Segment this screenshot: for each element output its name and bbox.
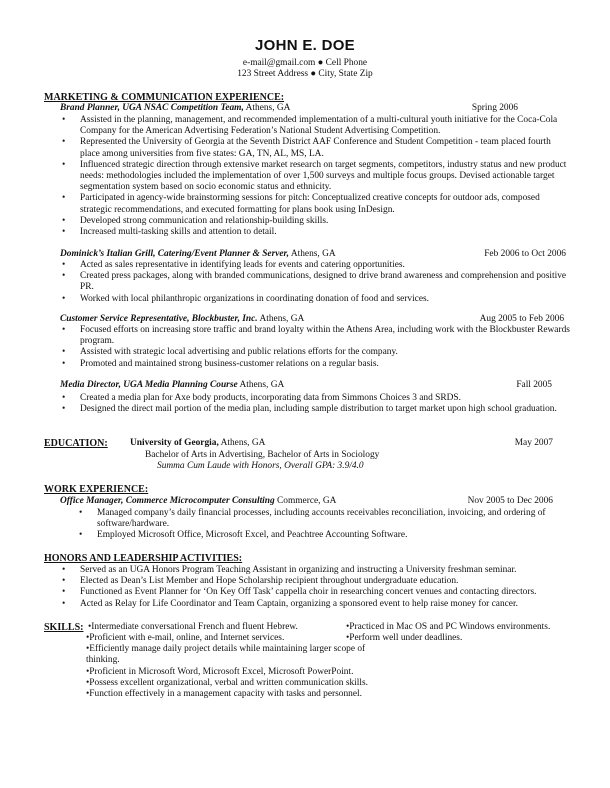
job-header [60, 496, 553, 507]
job-bullet-list [80, 115, 570, 238]
bullet-item: • Participated in agency-wide brainstorming sessions for pitch: Conceptualized creative concepts for outdoor ads, composed strategic recommendations, and executed formatting for plans book using InDesign. [80, 193, 570, 215]
bullet-item: • Assisted in the planning, management, and recommended implementation of a multi-cultural youth initiative for the Coca-Cola Company for the American Advertising Federation’s National Student Advertising Competition. [80, 115, 570, 137]
bullet-item: • Influenced strategic direction through extensive market research on target segments, competitors, industry status and new product needs: methodologies included the implementation of over 1,500 surveys and multiple focus groups. Devised actionable target segmentation system based on socio economic status and ethnicity. [80, 160, 570, 194]
job-date: Feb 2006 to Oct 2006 [484, 249, 566, 259]
job-title: Office Manager, Commerce Microcomputer Consulting [60, 496, 275, 506]
job-date: Spring 2006 [471, 103, 518, 113]
contact-line-address: 123 Street Address ● City, State Zip [237, 69, 373, 79]
section-heading-work: WORK EXPERIENCE: [44, 484, 149, 495]
job-header [60, 380, 560, 391]
section-heading-marketing: MARKETING & COMMUNICATION EXPERIENCE: [44, 92, 285, 103]
job-bullet-list [97, 508, 567, 542]
job-location: Athens, GA [243, 103, 291, 113]
job-location: Athens, GA [289, 249, 336, 259]
job-title: Media Director, UGA Media Planning Course [60, 380, 238, 390]
section-heading-education: EDUCATION: [44, 438, 108, 449]
job-bullet-list [80, 260, 570, 305]
job-title: Dominick’s Italian Grill, Catering/Event Planner & Server, [60, 249, 290, 259]
skills-left-list [88, 622, 348, 633]
bullet-item: • Represented the University of Georgia at the Seventh District AAF Conference and Student Competition - team placed fourth place among universities from five states: GA, TN, AL, MS, LA. [80, 137, 570, 159]
job-date: Aug 2005 to Feb 2006 [479, 314, 564, 324]
bullet-item: • Created press packages, along with branded communications, designed to drive brand awareness and comprehension and positive PR. [80, 271, 570, 293]
bullet-item: • Worked with local philanthropic organizations in coordinating donation of food and services. [80, 294, 570, 305]
job-header [60, 103, 560, 114]
job-header [60, 314, 564, 325]
school-location: Athens, GA [218, 438, 266, 448]
bullet-item: • Managed company’s daily financial processes, including accounts receivables reconciliation, invoicing, and ordering of software/hardware. [97, 508, 567, 530]
skill-item: • Efficiently manage daily project details while maintaining larger scope of thinking. [86, 644, 386, 666]
bullet-item: • Developed strong communication and relationship-building skills. [80, 216, 570, 227]
skill-item: • Proficient with e-mail, online, and Internet services. [86, 633, 386, 644]
bullet-item: • Focused efforts on increasing store traffic and brand loyalty within the Athens Area, including work with the Blockbuster Rewards program. [80, 325, 570, 347]
bullet-item: • Acted as Relay for Life Coordinator and Team Captain, organizing a sponsored event to help raise money for cancer. [80, 599, 580, 610]
bullet-item: • Functioned as Event Planner for ‘On Key Off Task’ cappella choir in researching concert venues and contacting directors. [80, 587, 580, 598]
bullet-item: • Designed the direct mail portion of the media plan, including sample distribution to target market upon high school graduation. [80, 404, 570, 415]
section-heading-honors: HONORS AND LEADERSHIP ACTIVITIES: [44, 553, 243, 564]
bullet-item: • Assisted with strategic local advertising and public relations efforts for the company. [80, 347, 570, 358]
skill-item: • Function effectively in a management capacity with tasks and personnel. [86, 689, 386, 700]
bullet-item: • Promoted and maintained strong business-customer relations on a regular basis. [80, 359, 570, 370]
skill-item: • Possess excellent organizational, verbal and written communication skills. [86, 678, 386, 689]
job-bullet-list [80, 393, 570, 415]
job-location: Athens, GA [257, 314, 305, 324]
bullet-item: • Employed Microsoft Office, Microsoft Excel, and Peachtree Accounting Software. [97, 530, 567, 541]
skill-item: • Proficient in Microsoft Word, Microsoft Excel, Microsoft PowerPoint. [86, 667, 386, 678]
academic-honors: Summa Cum Laude with Honors, Overall GPA: 3.9/4.0 [157, 461, 364, 471]
graduation-date: May 2007 [514, 438, 553, 448]
honors-bullet-list [80, 565, 580, 610]
bullet-item: • Served as an UGA Honors Program Teaching Assistant in organizing and instructing a University freshman seminar. [80, 565, 580, 576]
education-header [130, 438, 553, 449]
job-location: Athens, GA [237, 380, 285, 390]
job-date: Fall 2005 [516, 380, 552, 390]
contact-line-email-phone: e-mail@gmail.com ● Cell Phone [242, 58, 368, 68]
skills-right-list [346, 622, 576, 644]
bullet-item: • Created a media plan for Axe body products, incorporating data from Simmons Choices 3 and SRDS. [80, 393, 570, 404]
section-heading-skills: SKILLS: [44, 622, 84, 633]
bullet-item: • Increased multi-tasking skills and attention to detail. [80, 227, 570, 238]
job-bullet-list [80, 325, 570, 370]
skill-item: • Practiced in Mac OS and PC Windows environments. [346, 622, 576, 633]
skill-item: • Perform well under deadlines. [346, 633, 576, 644]
skills-left-list-cont [86, 633, 386, 700]
skill-item: • Intermediate conversational French and fluent Hebrew. [88, 622, 348, 633]
resume-name: JOHN E. DOE [255, 37, 355, 54]
job-title: Brand Planner, UGA NSAC Competition Team, [60, 103, 244, 113]
job-header [60, 249, 566, 260]
bullet-item: • Elected as Dean’s List Member and Hope Scholarship recipient throughout undergraduate education. [80, 576, 580, 587]
job-location: Commerce, GA [274, 496, 337, 506]
bullet-item: • Acted as sales representative in identifying leads for events and catering opportunities. [80, 260, 570, 271]
degree: Bachelor of Arts in Advertising, Bachelor of Arts in Sociology [145, 450, 380, 460]
job-title: Customer Service Representative, Blockbuster, Inc. [60, 314, 258, 324]
job-date: Nov 2005 to Dec 2006 [467, 496, 553, 506]
school-name: University of Georgia, [130, 438, 219, 448]
